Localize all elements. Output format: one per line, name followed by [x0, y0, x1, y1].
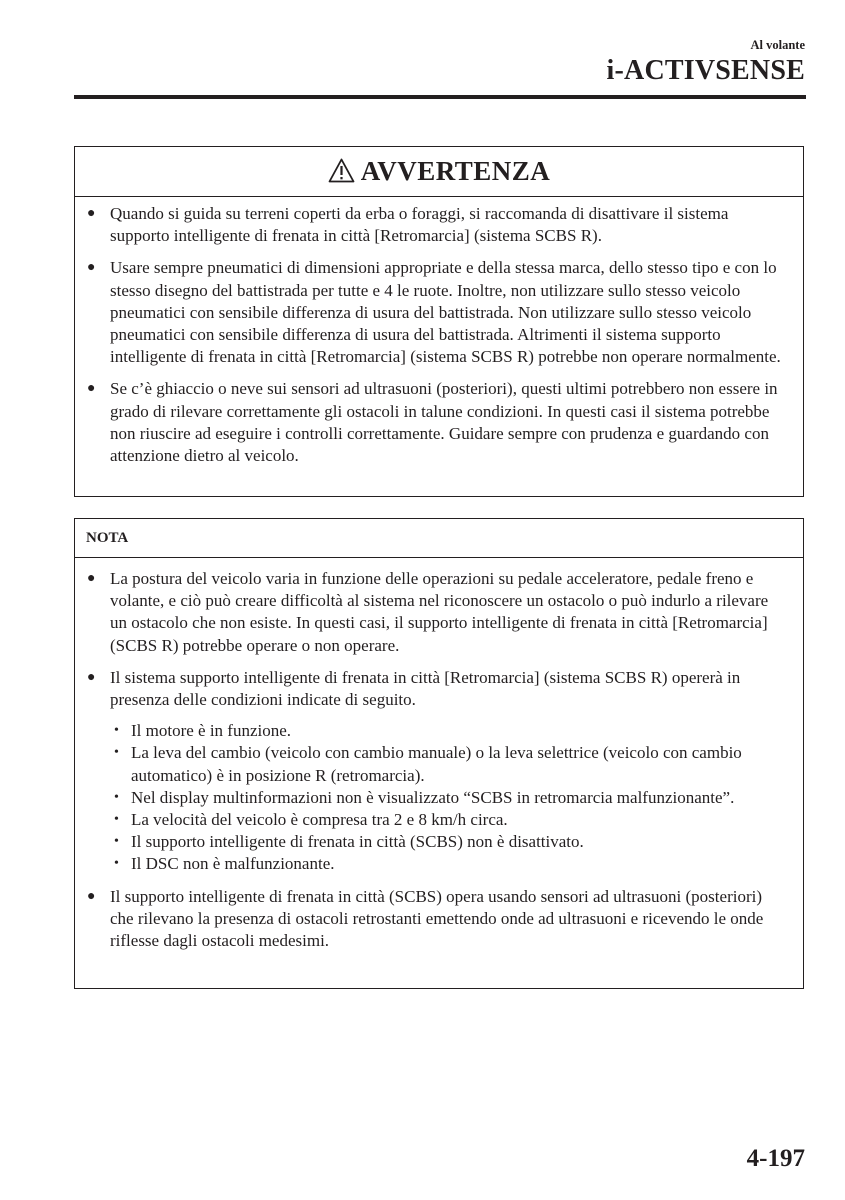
list-item — [87, 203, 789, 247]
condition-text: La leva del cambio (veicolo con cambio manuale) o la leva selettrice (veicolo con cambio automatico) è in posizione R (retromarcia). — [131, 743, 742, 785]
list-item-text: La postura del veicolo varia in funzione delle operazioni su pedale acceleratore, pedale freno e volante, e ciò può creare difficoltà al sistema nel riconoscere un ostacolo o può indurlo a rilevare un ostacolo che non esiste. In questi casi, il supporto intelligente di frenata in città [Retromarcia] (SCBS R) potrebbe operare o non operare. — [110, 569, 769, 655]
sub-bullet-icon: • — [114, 856, 119, 872]
section-label: Al volante — [750, 38, 805, 52]
condition-text: Il motore è in funzione. — [131, 721, 292, 741]
list-item — [87, 667, 789, 876]
list-item — [87, 257, 789, 368]
condition-text: La velocità del veicolo è compresa tra 2 e 8 km/h circa. — [131, 810, 508, 830]
bullet-icon: ● — [87, 381, 96, 397]
list-item-text: Se c’è ghiaccio o neve sui sensori ad ultrasuoni (posteriori), questi ultimi potrebbero non essere in grado di rilevare correttamente gli ostacoli in talune condizioni. In questi casi il sistema potrebbe non riuscire ad eseguire i controlli correttamente. Guidare sempre con prudenza e guardando con attenzione dietro al veicolo. — [110, 379, 778, 466]
condition-item — [114, 831, 789, 853]
condition-text: Il supporto intelligente di frenata in città (SCBS) non è disattivato. — [131, 832, 584, 852]
warning-list — [75, 203, 803, 467]
warning-box — [74, 146, 804, 497]
note-heading: NOTA — [75, 519, 803, 558]
list-item — [87, 568, 789, 657]
sub-bullet-icon: • — [114, 745, 119, 761]
warning-triangle-icon — [328, 158, 355, 183]
bullet-icon: ● — [87, 571, 96, 586]
condition-item — [114, 809, 789, 831]
condition-item — [114, 720, 789, 742]
warning-title: AVVERTENZA — [360, 156, 551, 186]
bullet-icon: ● — [87, 888, 96, 904]
page-number: 4-197 — [746, 1145, 805, 1172]
bullet-icon: ● — [87, 206, 96, 221]
list-item-text: Il supporto intelligente di frenata in città (SCBS) opera usando sensori ad ultrasuoni (posteriori) che rilevano la presenza di ostacoli retrostanti emettendo onde ad ultrasuoni e ricevendo le onde riflesse dagli ostacoli medesimi. — [110, 886, 764, 951]
condition-item — [114, 742, 789, 786]
header-rule — [74, 95, 806, 99]
conditions-list — [110, 720, 789, 875]
condition-item — [114, 787, 789, 809]
bullet-icon: ● — [87, 260, 96, 276]
page-title: i-ACTIVSENSE — [606, 55, 805, 86]
warning-heading — [75, 147, 803, 197]
condition-text: Il DSC non è malfunzionante. — [131, 854, 335, 874]
sub-bullet-icon: • — [114, 723, 119, 739]
note-list — [75, 568, 803, 952]
list-item-text: Il sistema supporto intelligente di frenata in città [Retromarcia] (sistema SCBS R) opererà in presenza delle condizioni indicate di seguito. — [110, 667, 741, 710]
condition-item — [114, 853, 789, 875]
list-item — [87, 886, 789, 953]
sub-bullet-icon: • — [114, 812, 119, 828]
sub-bullet-icon: • — [114, 834, 119, 850]
list-item-text: Usare sempre pneumatici di dimensioni appropriate e della stessa marca, dello stesso tipo e con lo stesso disegno del battistrada per tutte e 4 le ruote. Inoltre, non utilizzare sullo stesso veicolo pneumatici con sensibile differenza di usura del battistrada. Non utilizzare sullo stesso veicolo pneumatici con sensibile differenza di usura del battistrada. Altrimenti il sistema supporto intelligente di frenata in città [Retromarcia] (sistema SCBS R) potrebbe non operare normalmente. — [110, 258, 781, 367]
note-box — [74, 518, 804, 989]
list-item — [87, 378, 789, 467]
sub-bullet-icon: • — [114, 789, 119, 805]
list-item-text: Quando si guida su terreni coperti da erba o foraggi, si raccomanda di disattivare il sistema supporto intelligente di frenata in città [Retromarcia] (sistema SCBS R). — [110, 204, 729, 246]
condition-text: Nel display multinformazioni non è visualizzato “SCBS in retromarcia malfunzionante”. — [131, 787, 735, 807]
bullet-icon: ● — [87, 669, 96, 685]
